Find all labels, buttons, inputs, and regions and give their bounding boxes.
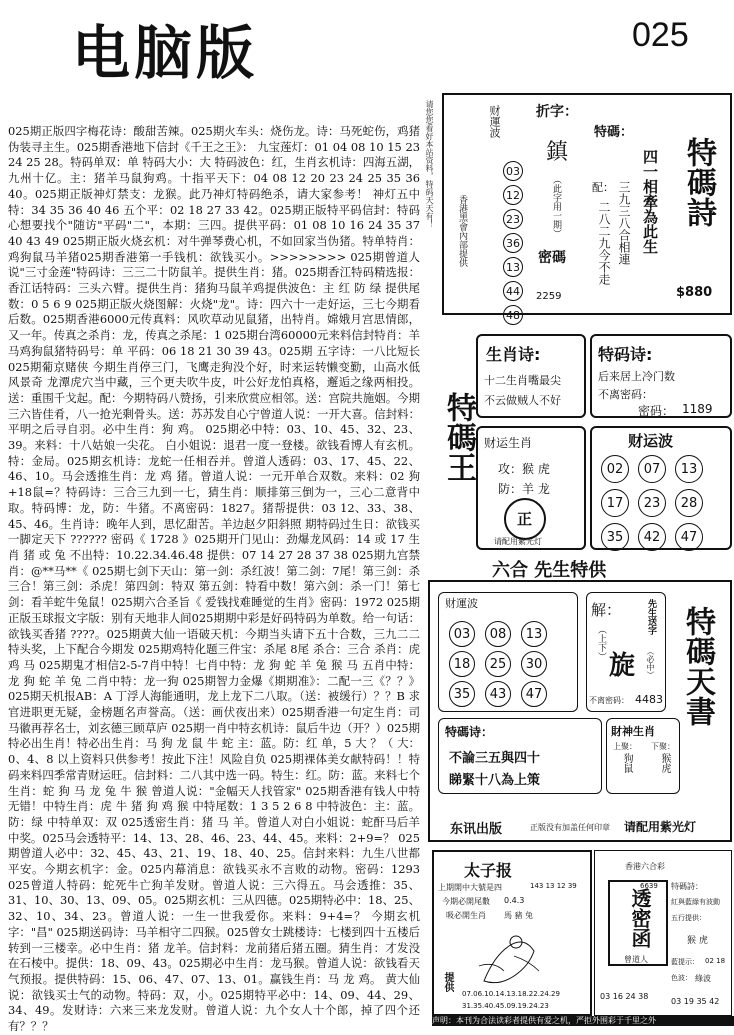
prince-line3-vals: 馬 豬 兔 [504, 911, 534, 920]
fortune-wave-box [590, 426, 732, 550]
special-line: 后来居上冷门数 [598, 370, 675, 383]
liuhe-wave-box [438, 592, 578, 712]
poem-title: 特碼詩 [681, 137, 716, 227]
prince-line2: 今期必開尾數 [442, 897, 490, 906]
wave-ball: 23 [503, 209, 523, 229]
zodiac-poem-line: 不云做贼人不好 [484, 394, 561, 407]
hk-title: 香港六合彩 [625, 862, 665, 871]
zodiac-poem-title: 生肖诗: [486, 345, 541, 364]
wave-ball: 35 [601, 523, 629, 551]
prince-title: 太子报 [464, 861, 513, 880]
issue-number: 025 [632, 16, 689, 54]
banner-liuhe: 六合 先生特供 [492, 560, 607, 581]
wave-ball: 07 [638, 455, 666, 483]
hk-info-count: 6639 [640, 882, 658, 890]
special-line: 不离密码： [598, 388, 653, 401]
wave-ball: 28 [675, 489, 703, 517]
liuhe-right-title: 特碼天書 [680, 606, 715, 726]
zodiac-poem-box [476, 334, 586, 418]
hint-author-note: （必中） [646, 647, 655, 679]
hk-right-line: 紅與藍綠有波動 [671, 898, 720, 906]
disclaimer: 声明：本刊为合法读彩者提供有爱之机，严拒外围彩于千里之外 [432, 1016, 734, 1026]
poem-label: 特碼： [594, 125, 634, 140]
wave-ball: 44 [503, 281, 523, 301]
liuhe-poem-line: 不論三五與四十 [449, 751, 541, 766]
fortune-wave-grid [598, 452, 730, 554]
hint-char: 旋 [609, 651, 636, 681]
liuhe-fortune-down-label: 下聚： [651, 742, 675, 751]
liuhe-wave-title: 财運波 [445, 597, 478, 610]
liuhe-poem-label: 特碼诗： [445, 725, 494, 739]
hint-code-label: 不离密码： [589, 696, 629, 705]
prince-line1: 上期開中大號是四 [438, 883, 502, 892]
hk-bottom-left: 03 16 24 38 [600, 992, 649, 1001]
prince-news-box [432, 850, 592, 1016]
liuhe-box [428, 580, 732, 842]
hk-right-line: 猴 虎 [687, 936, 708, 946]
seal-stamp [504, 498, 546, 540]
special-code: 1189 [682, 402, 713, 416]
liuhe-fortune-down: 猴虎 [659, 753, 670, 773]
fortune-wave-title: 财运波 [628, 432, 674, 450]
hint-code: 4483 [635, 693, 663, 706]
fortune-defend: 防：羊 龙 [498, 482, 550, 496]
fairy-illustration [474, 926, 544, 988]
wave-ball: 02 [601, 455, 629, 483]
wave-ball: 47 [521, 681, 547, 707]
page-title: 电脑版 [72, 19, 259, 87]
fortune-attack: 攻：猴 虎 [498, 462, 550, 476]
hk-right-label: 特碼詩： [671, 882, 703, 891]
wave-ball: 03 [449, 621, 475, 647]
wave-ball: 08 [485, 621, 511, 647]
special-title: 特码诗: [598, 345, 653, 364]
hk-color-label: 色波： [671, 974, 692, 982]
wave-ball: 48 [503, 305, 523, 325]
seal-note: 请配用紫光灯 [494, 537, 542, 546]
hk-bottom: 03 19 35 42 [671, 997, 720, 1006]
hk-code: 02 18 [705, 957, 726, 965]
wave-ball: 43 [485, 681, 511, 707]
wave-ball: 30 [521, 651, 547, 677]
prince-line3: 吸必開生肖 [446, 911, 486, 920]
wave-number-list [502, 159, 526, 327]
decode-author: 密碼 [538, 250, 566, 266]
liuhe-footer-left: 东讯出版 [450, 822, 503, 837]
hk-right-line: 五行提供： [671, 914, 706, 922]
special-code-label: 密码： [638, 404, 675, 418]
liuhe-fortune-up: 狗鼠 [621, 753, 632, 773]
liuhe-fortune-title: 財神生肖 [611, 725, 655, 738]
decode-note: （此字用一期） [551, 175, 561, 238]
box1-code: 2259 [536, 291, 562, 302]
poem-note: 配： [592, 181, 614, 194]
side-vertical-text: 请您您看好本站资料，特码天天有！ [425, 100, 434, 228]
article-text: 025期正版四字梅花诗：酸甜苦辣。025期火车头：烧伤龙。诗：马死蛇伤，鸡猪伪装寻主生。025期香港地下信封《千王之王》： 九宝莲灯：01 04 08 10 15 23 24 25 28。特码单双：单 特码大小：大 特码波色：红，生肖玄机诗：四海五湖，九州十亿。主：猪羊马鼠狗鸡。十指平天下：04 08 12 20 23 24 25 35 36 40。025期正版神灯禁支：龙猴。此乃神灯特码绝杀，请大家参考！ 神灯五中特：34 35 36 40 46 五个平：02 18 27 33 42。025期正版特平码信封：特码心想要找个"随访"平码"二"，本期：三四。提供平码：01 08 10 16 24 35 37 40 43 49 025期正版火烧玄机：对牛弹琴费心机，不如回家当伪猪。特单特肖：鸡狗鼠马羊猪025期香港第一手钱机：欲钱买小。>>>>>>>> 025期曾道人说"三寸金莲"特码诗：三三二十防鼠羊。提供生肖：猪。025期香江特码精选报：香江话特码：三头六臂。提供生肖：猪狗马鼠羊鸡提供波色：主 红 防 绿 提供尾数：0 5 6 9 025期正版火烧图解：火烧"龙"。诗：四六十一走好运，三七今期看后数。025期香港6000元传真料：风吹草动见鼠猪，出特肖。嫦娥月宫思情郎，又一年。传真之杀肖：龙，传真之杀尾：1 025期台湾60000元来料信封特肖：羊马鸡狗鼠猪特码号：单 平码：06 18 21 30 39 43。025期 五字诗：一八比短长 025期葡京赌侠 今期生肖停三门，飞鹰走狗没个好，时来运转懒变勤，山高水低风景奇 龙潭虎穴当中藏，三个更夫吹牛皮，叶公好龙怕真格，邂逅之缘两相投。送：重围千戈起。配：今期特码八赞扬，引来欣赏应相邻。送：宫院共施姻。今期三六皆佳肴，八一抢光剩骨头。送：苏苏发自心宁曾道人说：一开大喜。信封料：平明之后寻自羽。必中生肖：狗 鸡。 025期必中特：03、10、45、32、23、39。来料：十八姑娘一尖花。 白小姐说：退君一度一登楼。欲钱看博人有玄机。 特：金局。025期玄机诗：龙蛇一任相吞并。曾道人透码：03、17、45、22、46、10。马会透推生肖：龙 鸡 猪。曾道人说：一元开单合双数。来料：02 狗+18鼠=？特码诗：三合三九到一七，猜生肖：顺排第三倒为一，三心二意背中取。特码博：龙，防：牛猪。不离密码：1827。猪帮提供：03 12、33、38、45、46。生肖诗：晚年人到，思忆甜苦。羊边赵夕阳斜照 期特码过生日：欲钱买一脚定天下 ?????? 密码《 1728 》025期开门见山：劲爆龙风码：14 或 17 生肖 猪 或 兔 不出特：10.22.34.46.48 提供：07 14 27 28 37 38 025期九宫禁肖：@**马**《 025期七剑下天山：第一剑：杀红波！第二剑：7尾！第三剑：杀三合！第三剑：杀虎！第四剑：特双 第五剑：特看中数！第六剑：杀一门！第七剑：看羊蛇牛兔鼠！025期六合圣旨《 爱钱找难睡觉的生肖》密码：1972 025期正版玉球报文字版：别有天地非人间025期期中彩是好码特码为单数。给一句话：欲钱买香猪 ????。025期黄大仙一语破天机：今期当头请下五十合数，三九二二 特头奖，上下配合今期发 025期鸡特化题三件宝：杀尾 8尾 杀合：三合 杀肖：虎 鸡 马 025期鬼才相信2-5-7肖中特！七肖中特：龙 狗 蛇 羊 兔 猴 马 五肖中特：龙 狗 蛇 羊 兔 二肖中特：龙一狗 025期智力金爆《期期准》：二配一三《？？》025期天机报AB：A 丁浮人海能通明，龙上龙下二八取。（送：被缓行）？？B 求官进职更无疑，金榜题名声誉高。（送：画伏夜出来）025期香港一句定生肖：司马徽再荐名士，刘玄德三顾草庐 025期一肖中特玄机诗：鼠后牛边（开？）025期特必出生肖！特必出生肖：马 狗 龙 鼠 牛 蛇 主：蓝。防：红 单，5 大 ？（ 大：0、4、8 以上资料只供参考！按此下注！风险自负 025期裸体美女献特码！！特码来料四季常青财运旺。信封料：二八其中选一码。特生：红。防：蓝。来料七个生肖：蛇 狗 马 龙 兔 牛 猴 曾道人说："金幅天人找管家" 025期香港有钱人中特无错！中特生肖：虎 牛 猪 狗 鸡 猴 中特尾数：1 3 5 2 6 8 中特波色：主：蓝。防：绿 中特单双：双 025透密生肖：猪 马 羊。曾道人对白小姐说：蛇酐马后羊中奖。025马会透特平：14、13、28、46、23、44、45。来料：2+9=？ 025期曾道人必中：32、45、43、21、19、18、40、25。信封来料：九生八世都平安。今期玄机字：金。025内幕消息：欲钱买永不言败的动物。密码：1293 025曾道人特码：蛇死牛亡狗羊发财。曾道人说：三六得五。马会透推：35、31、10、30、13、09、05。025期玄机：三从四德。025期特必中：18、25、32、10、34、23。曾道人说：一生一世我爱你。来料：9+4=？ 今期玄机字："昌" 025期送码诗：马羊相守二四猴。025曾女士跳楼诗：七楼到四十五楼后转到一三楼幸。必中生肖：猪 龙羊。信封料：龙前猪后猪五圈。猜生肖：才发没在石棱中。提供：18、09、43。025期必中生肖：龙马猴。曾道人说：欲钱看天气预报。提供特码：15、06、47、07、13、01。赢钱生肖：马 龙 鸡。 黄大仙说：欲钱买士气的动物。特码：双，小。025期特平必中：14、09、44、29、34、49。发财诗：六来三来龙发财。曾道人说：九个女人十个郎，掉了四个还有？？？ [8, 124, 420, 1034]
hint-sub: （上下） [596, 625, 606, 661]
seal-text: 正 [517, 510, 533, 528]
price-tag: $880 [676, 285, 713, 300]
hint-author: 先生送字 [646, 599, 656, 635]
prince-provider: 提供 [442, 972, 453, 992]
zodiac-poem-line: 十二生肖嘴最尖 [484, 374, 561, 387]
secret-letter-author: 曾道人 [624, 955, 648, 964]
liuhe-footer-right: 请配用紫光灯 [624, 820, 697, 834]
decode-title: 折字： [536, 104, 578, 120]
secret-letter-box [608, 880, 668, 966]
secret-letter-title: 透密函 [628, 888, 652, 948]
liuhe-fortune-box [606, 718, 680, 794]
wave-ball: 18 [449, 651, 475, 677]
prince-bottom-nums: 07.06.10.14.13.18.22.24.29 [462, 990, 560, 998]
liuhe-poem-line: 睇緊十八為上策 [449, 773, 541, 788]
fortune-title: 财运生肖 [484, 436, 533, 450]
wave-ball: 17 [601, 489, 629, 517]
side-title-king: 特碼王 [441, 392, 476, 482]
liuhe-footer-mid: 正版没有加盖任何印章 [530, 823, 610, 832]
provider-note: 香港黑會內部提供 [457, 195, 467, 267]
wave-ball: 13 [503, 257, 523, 277]
poem-line: 二八二九今不走 [597, 201, 611, 285]
prince-line1-nums: 143 13 12 39 [530, 882, 577, 890]
liuhe-wave-grid [447, 619, 575, 709]
wave-ball: 13 [521, 621, 547, 647]
special-poem-box [442, 93, 732, 322]
wave-ball: 23 [638, 489, 666, 517]
wave-title: 财運波 [488, 105, 501, 138]
wave-ball: 47 [675, 523, 703, 551]
hint-box [586, 592, 666, 712]
wave-ball: 12 [503, 185, 523, 205]
hk-code-label: 藍提示： [671, 958, 699, 966]
decode-char: 鎮 [546, 140, 569, 165]
wave-ball: 03 [503, 161, 523, 181]
fortune-zodiac-box [476, 426, 586, 550]
wave-ball: 25 [485, 651, 511, 677]
wave-ball: 36 [503, 233, 523, 253]
wave-ball: 13 [675, 455, 703, 483]
special-code-box [590, 334, 732, 418]
hint-label: 解： [591, 601, 622, 619]
hk-color: 綠波 [695, 974, 711, 983]
poem-line: 四一相牽為此生 [641, 149, 659, 254]
liuhe-fortune-up-label: 上聚： [613, 742, 637, 751]
poem-line: 三九三八合相連 [617, 181, 631, 265]
prince-line2-nums: 0.4.3 [504, 896, 525, 905]
prince-bottom-nums2: 31.35.40.45.09.19.24.23 [462, 1002, 549, 1010]
wave-ball: 35 [449, 681, 475, 707]
wave-ball: 42 [638, 523, 666, 551]
liuhe-poem-box [438, 718, 602, 794]
